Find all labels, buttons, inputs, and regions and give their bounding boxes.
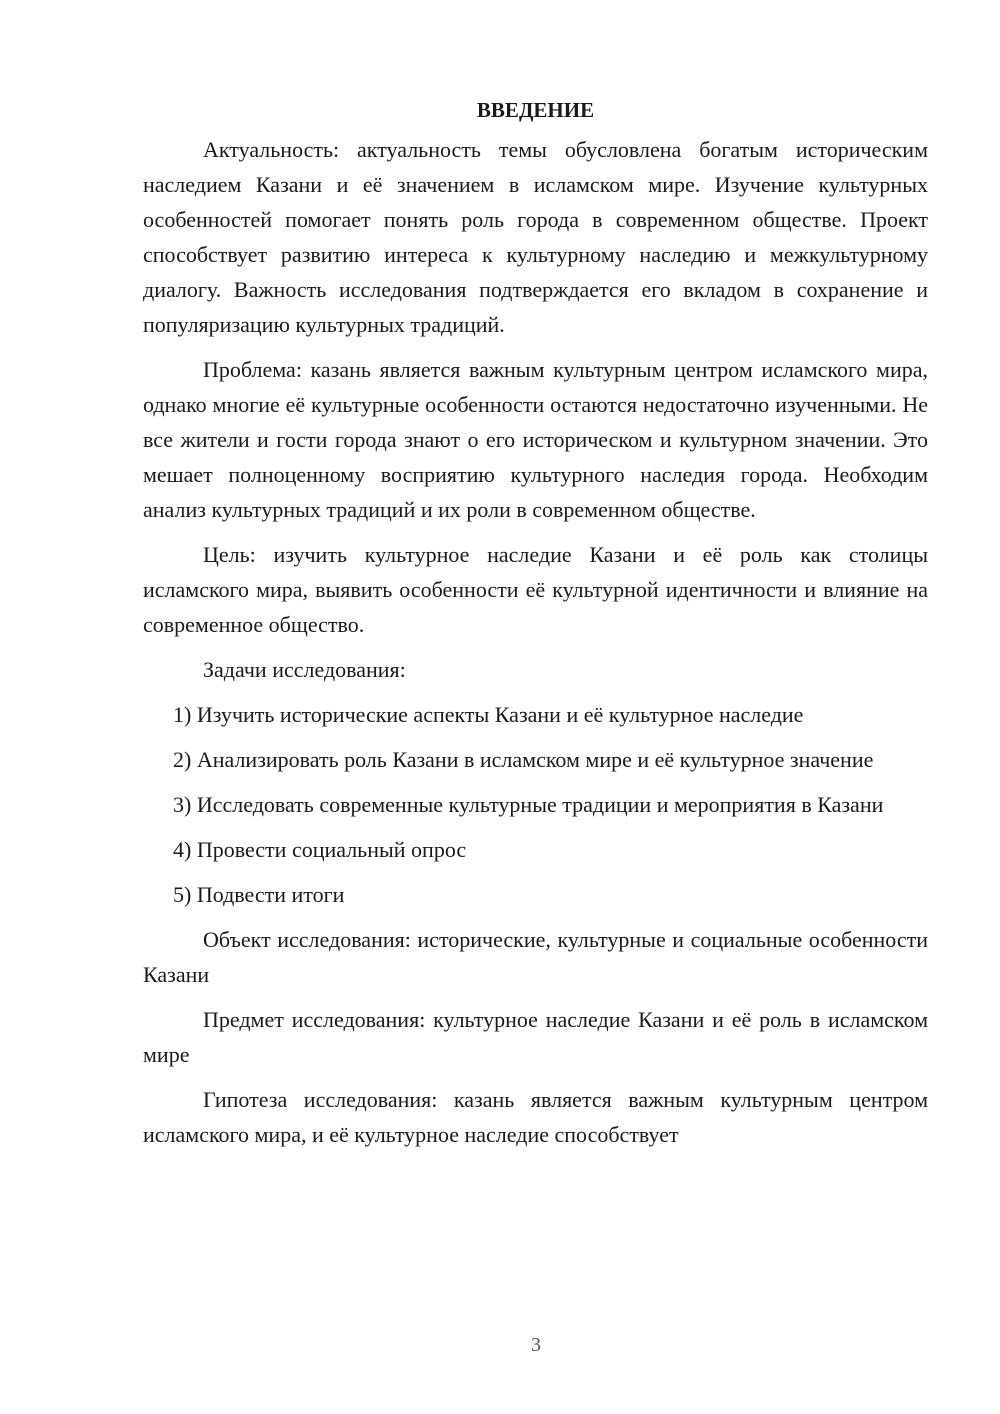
paragraph-goal: Цель: изучить культурное наследие Казани и её роль как столицы исламского мира, выявить особенности её культурной идентичности и влияние на современное общество. — [143, 542, 928, 637]
task-item-4: 4) Провести социальный опрос — [173, 837, 467, 862]
tasks-heading: Задачи исследования: — [203, 657, 406, 682]
page-number: 3 — [531, 1334, 541, 1356]
paragraph-relevance: Актуальность: актуальность темы обусловлена богатым историческим наследием Казани и её значением в исламском мире. Изучение культурных особенностей помогает понять роль города в современном обществе. Проект способствует развитию интереса к культурному наследию и межкультурному диалогу. Важность исследования подтверждается его вкладом в сохранение и популяризацию культурных традиций. — [143, 137, 928, 337]
task-item-5: 5) Подвести итоги — [173, 882, 345, 907]
paragraph-object: Объект исследования: исторические, культурные и социальные особенности Казани — [143, 927, 928, 987]
task-item-3: 3) Исследовать современные культурные традиции и мероприятия в Казани — [173, 792, 884, 817]
paragraph-subject: Предмет исследования: культурное наследие Казани и её роль в исламском мире — [143, 1007, 928, 1067]
paragraph-hypothesis: Гипотеза исследования: казань является важным культурным центром исламского мира, и её культурное наследие способствует — [143, 1087, 928, 1147]
paragraph-problem: Проблема: казань является важным культурным центром исламского мира, однако многие её культурные особенности остаются недостаточно изученными. Не все жители и гости города знают о его историческом и культурном значении. Это мешает полноценному восприятию культурного наследия города. Необходим анализ культурных традиций и их роли в современном обществе. — [143, 357, 928, 522]
page-title: ВВЕДЕНИЕ — [476, 98, 595, 122]
task-item-2: 2) Анализировать роль Казани в исламском мире и её культурное значение — [173, 747, 874, 772]
page-content — [143, 92, 928, 1152]
task-item-1: 1) Изучить исторические аспекты Казани и её культурное наследие — [173, 702, 804, 727]
